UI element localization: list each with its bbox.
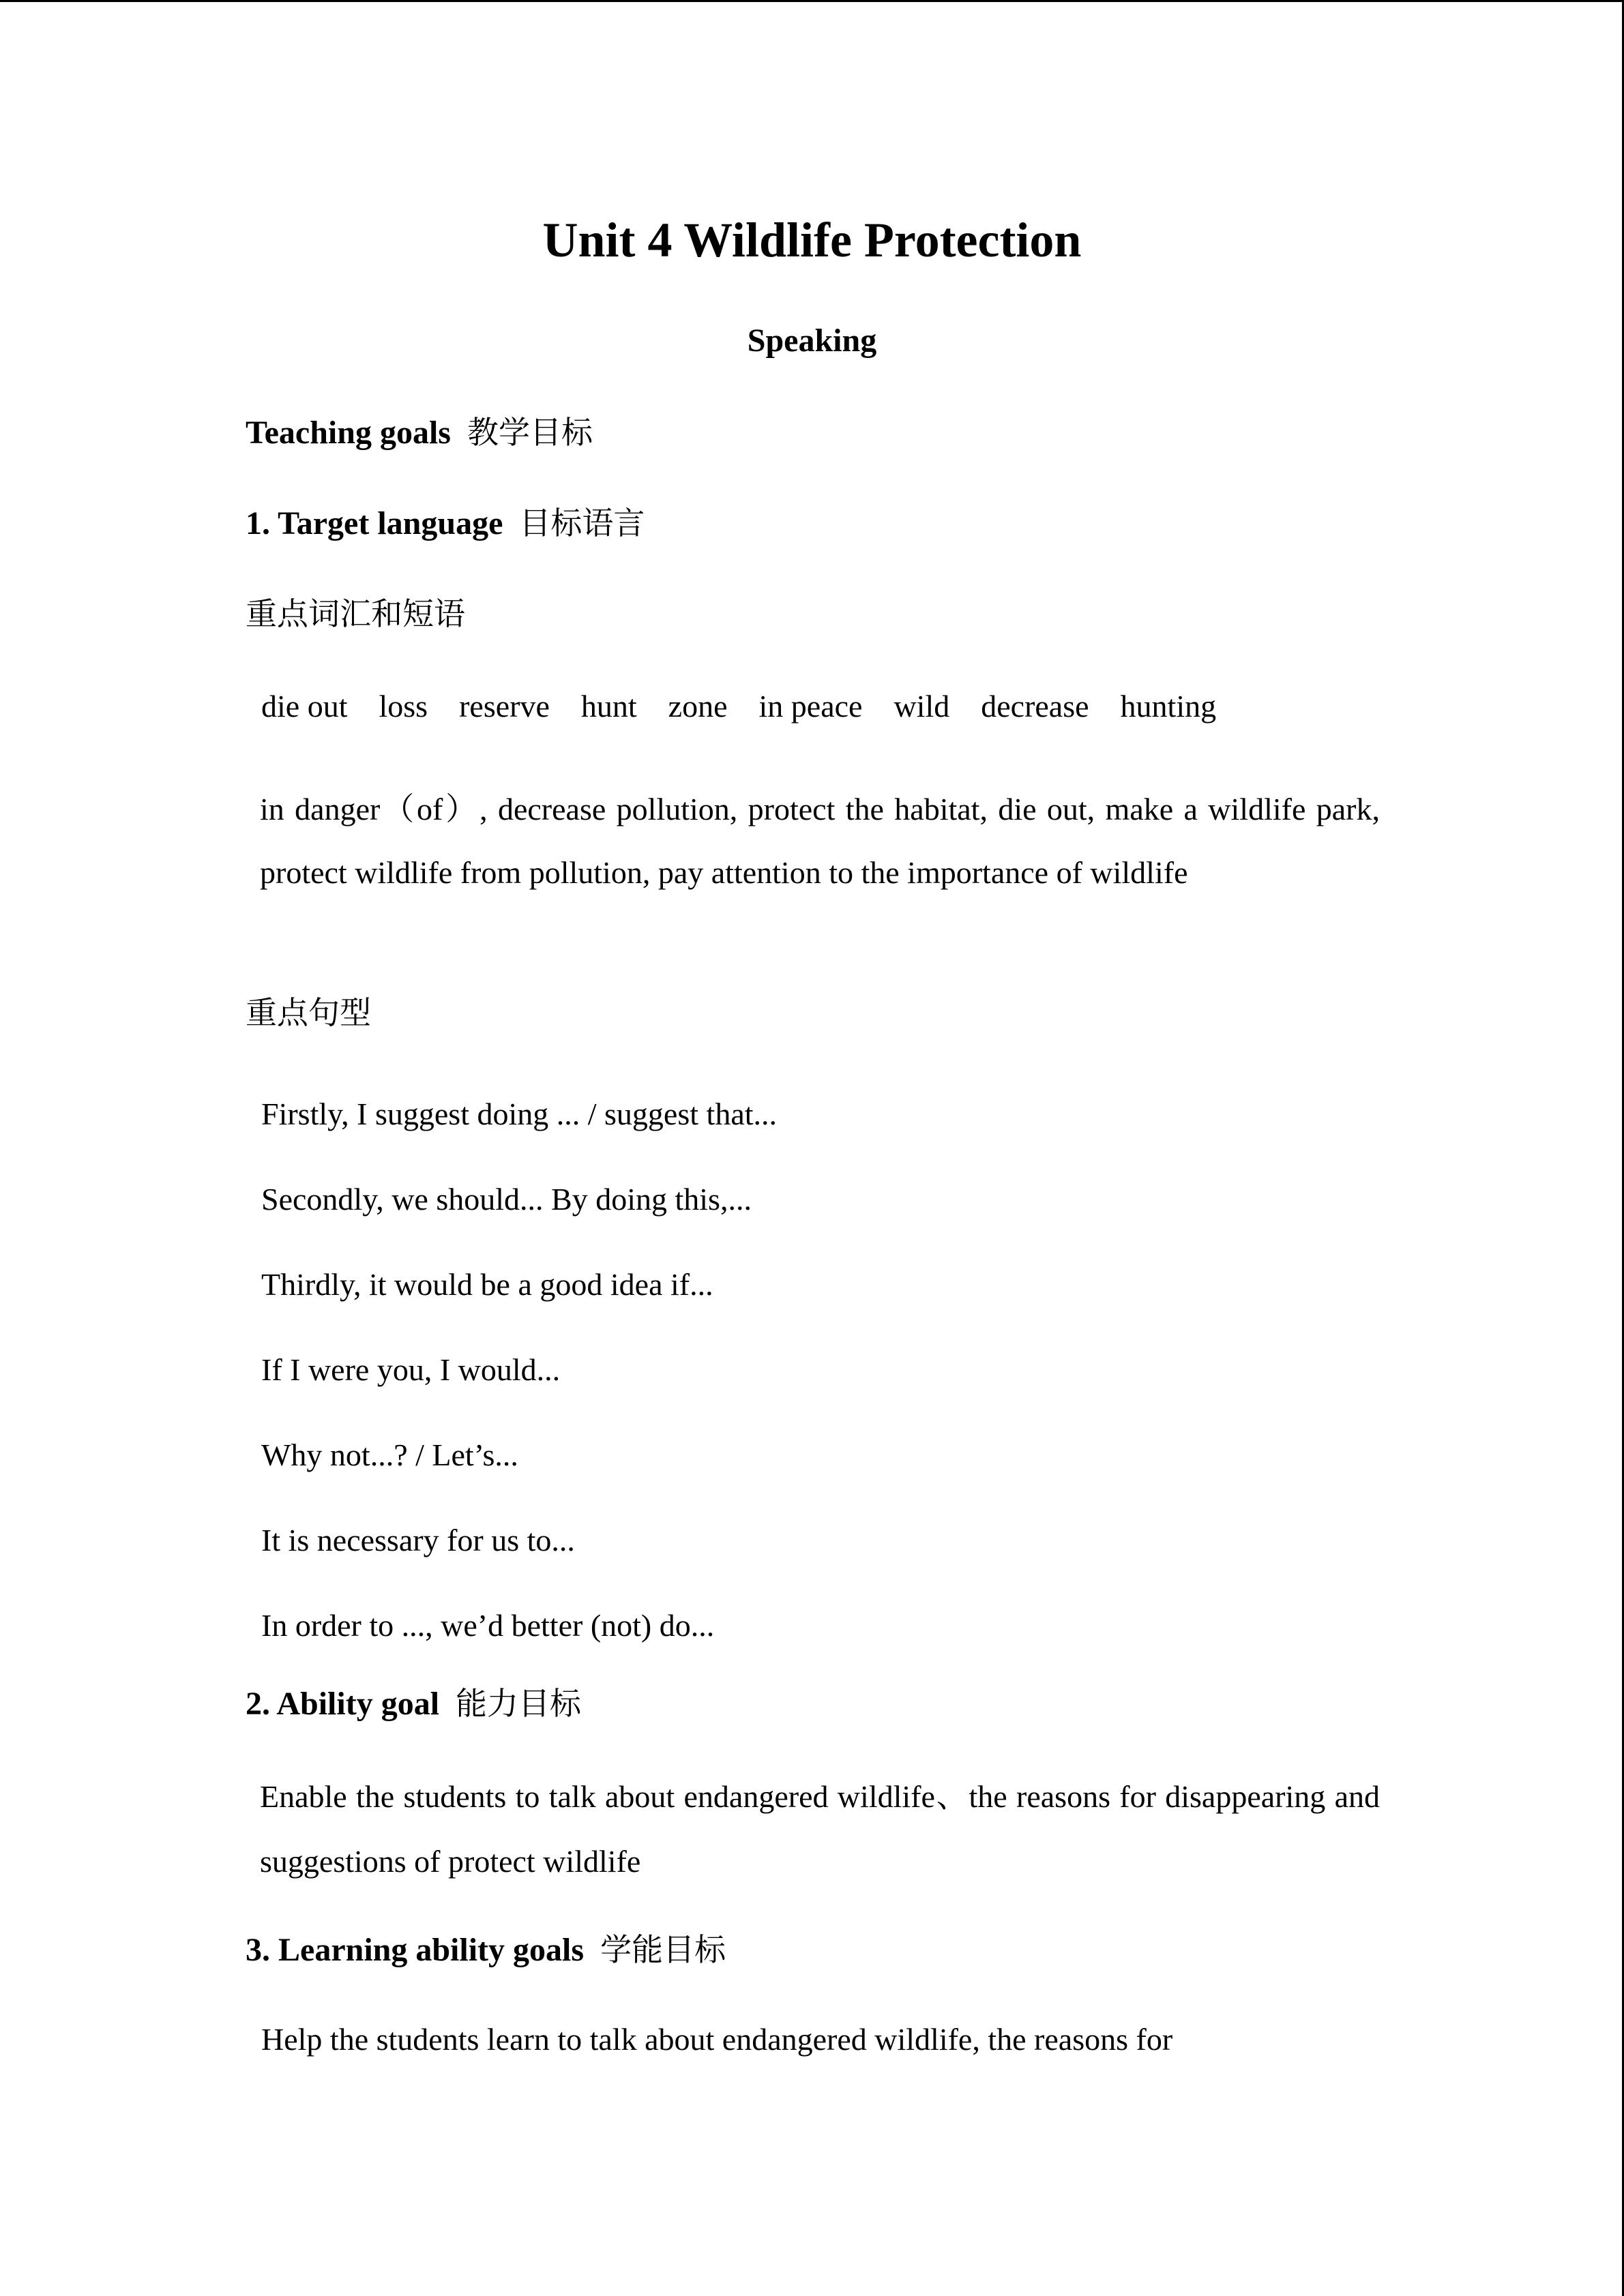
vocab-list <box>261 686 1247 727</box>
vocab-word: die out <box>261 689 348 724</box>
vocab-word: hunting <box>1120 689 1217 724</box>
ability-goal-text: Enable the students to talk about endangered wildlife、the reasons for disappearing and suggestions of protect wildlife <box>260 1779 1380 1879</box>
ability-goal-label-cn: 能力目标 <box>456 1685 582 1722</box>
ability-goal-heading <box>246 1683 581 1725</box>
vocab-word: reserve <box>459 689 550 724</box>
sentence-pattern: It is necessary for us to... <box>261 1523 575 1557</box>
teaching-goals-label-cn: 教学目标 <box>467 414 593 451</box>
key-vocab-heading: 重点词汇和短语 <box>246 595 465 632</box>
sentence-pattern: Secondly, we should... By doing this,... <box>261 1182 752 1217</box>
sentence-pattern: In order to ..., we’d better (not) do... <box>261 1608 715 1643</box>
ability-goal-label: 2. Ability goal <box>246 1686 440 1722</box>
vocab-word: loss <box>379 689 428 724</box>
vocab-word: zone <box>668 689 728 724</box>
document-title: Unit 4 Wildlife Protection <box>542 213 1082 267</box>
page-top-border <box>0 0 1624 2</box>
teaching-goals-heading <box>246 412 593 453</box>
learning-ability-goals-label-cn: 学能目标 <box>600 1931 726 1968</box>
sentence-pattern: Firstly, I suggest doing ... / suggest that... <box>261 1097 778 1131</box>
learning-ability-text: Help the students learn to talk about endangered wildlife, the reasons for <box>261 2022 1173 2057</box>
learning-ability-goals-heading <box>246 1929 726 1971</box>
sentence-pattern: Thirdly, it would be a good idea if... <box>261 1267 713 1302</box>
vocab-word: decrease <box>981 689 1089 724</box>
target-language-label: 1. Target language <box>246 505 503 541</box>
vocab-word: hunt <box>580 689 637 724</box>
learning-ability-goals-label: 3. Learning ability goals <box>246 1932 585 1968</box>
key-sentences-heading: 重点句型 <box>246 994 371 1031</box>
target-language-heading <box>246 503 645 544</box>
vocab-word: wild <box>894 689 950 724</box>
teaching-goals-label: Teaching goals <box>246 415 451 451</box>
document-subtitle: Speaking <box>747 323 877 359</box>
vocab-word: in peace <box>758 689 863 724</box>
sentence-pattern: Why not...? / Let’s... <box>261 1437 518 1472</box>
sentence-pattern: If I were you, I would... <box>261 1352 561 1387</box>
key-phrases: in danger（of）, decrease pollution, protect the habitat, die out, make a wildlife park, protect wildlife from pollution, pay attention to the importance of wildlife <box>260 792 1380 890</box>
target-language-label-cn: 目标语言 <box>519 505 645 541</box>
